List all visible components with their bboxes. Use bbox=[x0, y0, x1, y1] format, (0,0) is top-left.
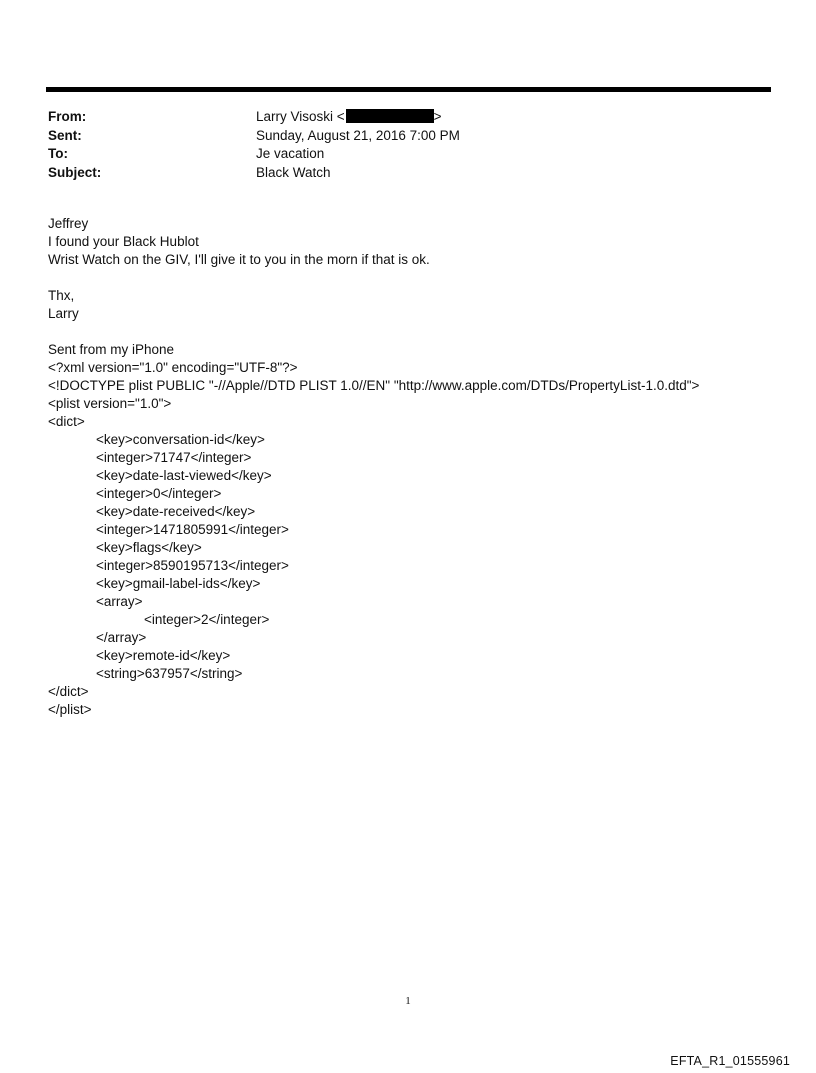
page-number: 1 bbox=[405, 995, 411, 1007]
plist-line: <?xml version="1.0" encoding="UTF-8"?> bbox=[48, 360, 298, 375]
plist-entry: <key>gmail-label-ids</key> bbox=[96, 576, 261, 591]
plist-entry: <string>637957</string> bbox=[96, 666, 243, 681]
plist-array-item: <integer>2</integer> bbox=[144, 612, 270, 627]
plist-entry: <array> bbox=[96, 594, 143, 609]
from-value bbox=[256, 108, 442, 127]
email-header bbox=[48, 108, 748, 182]
plist-entry: <key>date-last-viewed</key> bbox=[96, 468, 272, 483]
to-row bbox=[48, 145, 748, 164]
sent-label: Sent: bbox=[48, 127, 82, 143]
plist-line: <!DOCTYPE plist PUBLIC "-//Apple//DTD PLIST 1.0//EN" "http://www.apple.com/DTDs/PropertyList-1.0.dtd"> bbox=[48, 378, 700, 393]
plist-entry: <key>remote-id</key> bbox=[96, 648, 231, 663]
plist-line: </dict> bbox=[48, 684, 89, 699]
plist-entry: </array> bbox=[96, 630, 147, 645]
signoff: Thx, bbox=[48, 288, 75, 303]
body-line: I found your Black Hublot bbox=[48, 234, 199, 249]
sent-value: Sunday, August 21, 2016 7:00 PM bbox=[256, 127, 460, 143]
subject-label: Subject: bbox=[48, 164, 102, 180]
greeting: Jeffrey bbox=[48, 216, 89, 231]
header-rule bbox=[46, 87, 771, 92]
subject-row bbox=[48, 164, 748, 183]
plist-line: </plist> bbox=[48, 702, 92, 717]
from-close-bracket: > bbox=[433, 109, 442, 124]
plist-entry: <integer>0</integer> bbox=[96, 486, 222, 501]
email-body bbox=[48, 215, 788, 719]
spacer bbox=[48, 269, 788, 287]
plist-entry: <key>flags</key> bbox=[96, 540, 202, 555]
plist-line: <plist version="1.0"> bbox=[48, 396, 172, 411]
plist-entry: <key>conversation-id</key> bbox=[96, 432, 265, 447]
to-value: Je vacation bbox=[256, 146, 325, 161]
sent-from-line: Sent from my iPhone bbox=[48, 342, 175, 357]
plist-line: <dict> bbox=[48, 414, 85, 429]
body-line: Wrist Watch on the GIV, I'll give it to you in the morn if that is ok. bbox=[48, 252, 430, 267]
signature: Larry bbox=[48, 306, 79, 321]
plist-entry: <integer>1471805991</integer> bbox=[96, 522, 289, 537]
sent-row bbox=[48, 127, 748, 146]
plist-entry: <integer>71747</integer> bbox=[96, 450, 252, 465]
from-row bbox=[48, 108, 748, 127]
subject-value: Black Watch bbox=[256, 164, 331, 180]
from-name: Larry Visoski < bbox=[256, 109, 345, 124]
redaction-box bbox=[346, 109, 434, 123]
plist-entry: <key>date-received</key> bbox=[96, 504, 256, 519]
bates-number: EFTA_R1_01555961 bbox=[670, 1054, 790, 1068]
from-label: From: bbox=[48, 109, 87, 124]
plist-entry: <integer>8590195713</integer> bbox=[96, 558, 289, 573]
spacer bbox=[48, 323, 788, 341]
to-label: To: bbox=[48, 146, 68, 161]
